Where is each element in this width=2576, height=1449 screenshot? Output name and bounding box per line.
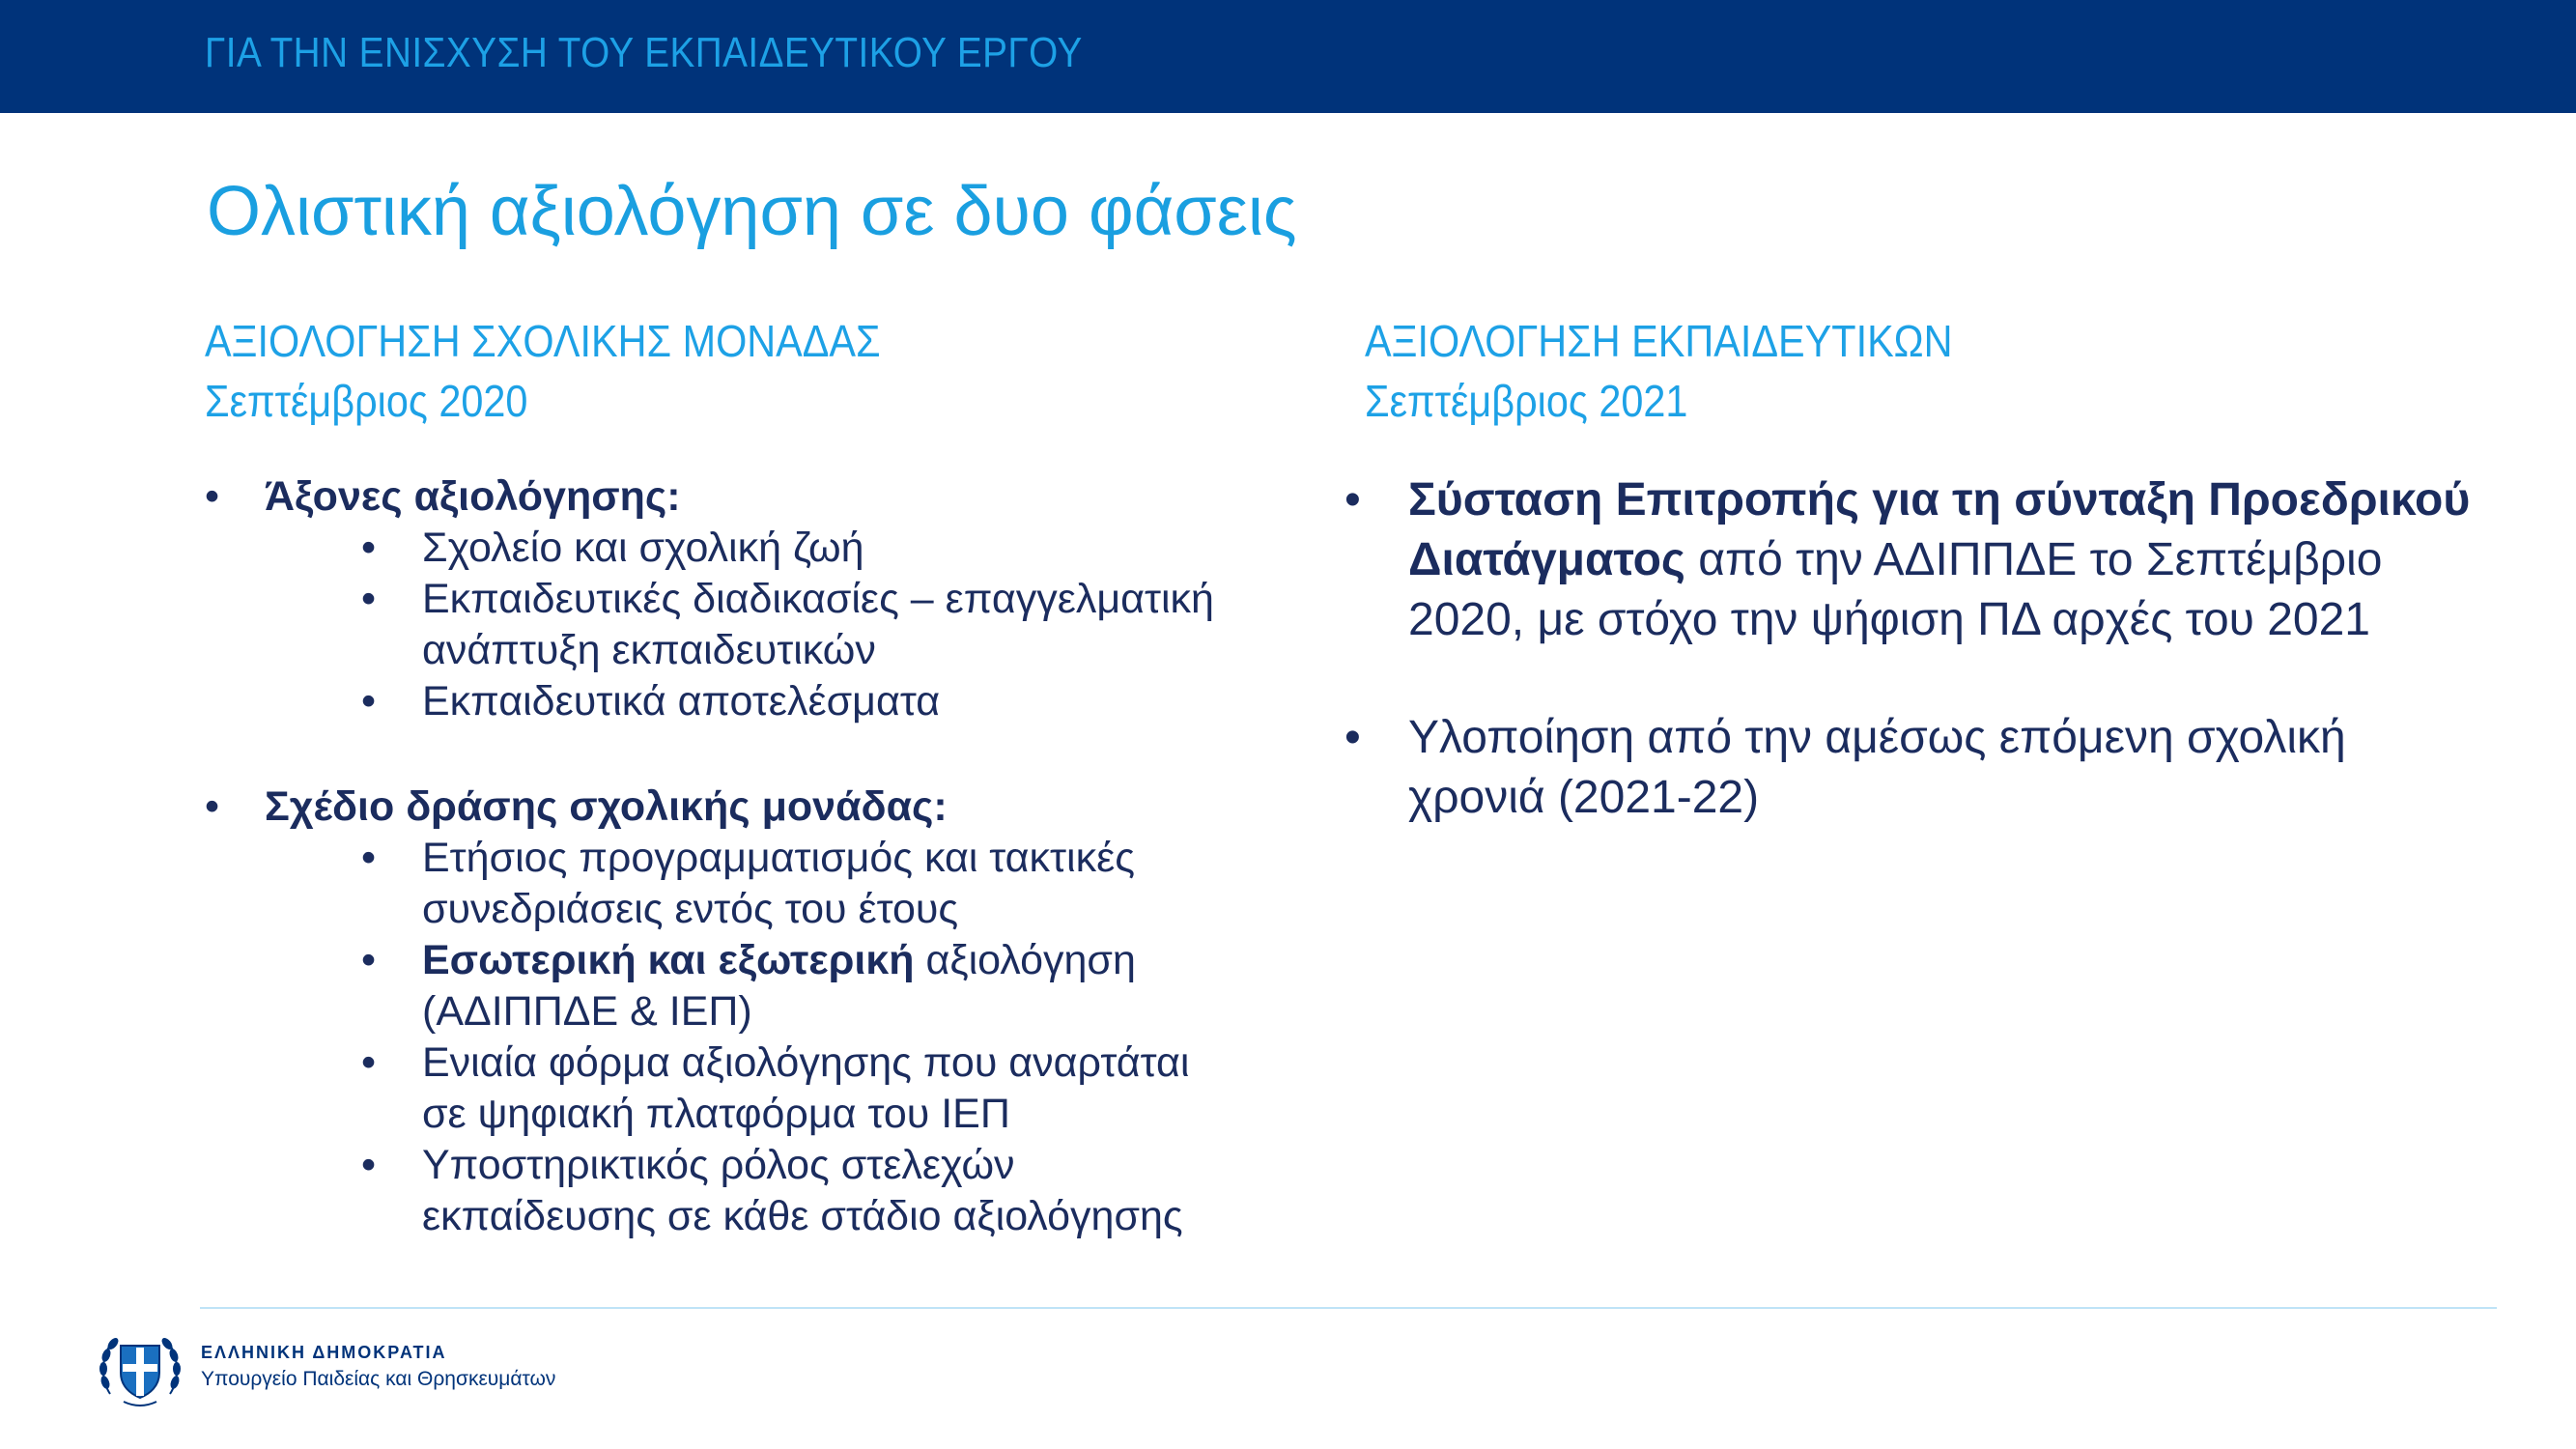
bullet-icon: • — [361, 1142, 377, 1188]
list-item-text: αξιολόγηση (ΑΔΙΠΠΔΕ & ΙΕΠ) — [422, 937, 1136, 1035]
list-item-text: Εκπαιδευτικές διαδικασίες – επαγγελματική ανάπτυξη εκπαιδευτικών — [422, 576, 1214, 673]
left-bullet-list — [205, 471, 1219, 1242]
right-heading-title: ΑΞΙΟΛΟΓΗΣΗ ΕΚΠΑΙΔΕΥΤΙΚΩΝ — [1365, 316, 1953, 366]
bullet-icon: • — [205, 783, 220, 830]
list-item — [265, 574, 1219, 676]
bullet-icon: • — [361, 525, 377, 571]
header-banner — [0, 0, 2576, 113]
right-heading-date: Σεπτέμβριος 2021 — [1365, 376, 1688, 426]
bullet-icon: • — [361, 835, 377, 881]
bullet-icon: • — [361, 678, 377, 724]
list-item-text: Σχολείο και σχολική ζωή — [422, 525, 864, 571]
left-heading-date: Σεπτέμβριος 2020 — [205, 376, 528, 426]
banner-text: ΓΙΑ ΤΗΝ ΕΝΙΣΧΥΣΗ ΤΟΥ ΕΚΠΑΙΔΕΥΤΙΚΟΥ ΕΡΓΟΥ — [205, 29, 1083, 76]
bullet-icon: • — [1345, 712, 1361, 763]
greek-coat-of-arms-icon — [97, 1326, 184, 1413]
footer-divider — [200, 1307, 2497, 1309]
sub-list — [265, 833, 1219, 1242]
list-item — [265, 523, 1219, 574]
bullet-icon: • — [1345, 474, 1361, 526]
list-item-text: Υλοποίηση από την αμέσως επόμενη σχολική χρονιά (2021-22) — [1408, 712, 2346, 823]
footer-org: ΕΛΛΗΝΙΚΗ ΔΗΜΟΚΡΑΤΙΑ — [201, 1343, 447, 1362]
list-item-text: από την ΑΔΙΠΠΔΕ το Σεπτέμβριο 2020, με στόχο την ψήφιση ΠΔ αρχές του 2021 — [1408, 534, 2383, 645]
list-spacer — [205, 727, 1219, 781]
slide-title: Ολιστική αξιολόγηση σε δυο φάσεις — [207, 173, 1297, 250]
list-item — [265, 676, 1219, 727]
bullet-icon: • — [205, 473, 220, 520]
list-item-text: Ενιαία φόρμα αξιολόγησης που αναρτάται σε ψηφιακή πλατφόρμα του ΙΕΠ — [422, 1039, 1190, 1137]
bullet-icon: • — [361, 576, 377, 622]
list-item — [265, 833, 1219, 935]
list-item — [265, 1140, 1219, 1242]
list-item-bold-text: Εσωτερική και εξωτερική — [422, 937, 915, 983]
group-title: Άξονες αξιολόγησης: — [265, 473, 681, 520]
list-item-committee — [1345, 470, 2484, 650]
list-item-bold-text: Σύσταση Επιτροπής για τη σύνταξη Προεδρικού Διατάγματος — [1408, 474, 2471, 585]
list-spacer — [1345, 650, 2484, 708]
list-item-text: Εκπαιδευτικά αποτελέσματα — [422, 678, 941, 724]
list-item-axes — [205, 471, 1219, 727]
list-item-text: Ετήσιος προγραμματισμός και τακτικές συνεδριάσεις εντός του έτους — [422, 835, 1135, 932]
sub-list — [265, 523, 1219, 727]
bullet-icon: • — [361, 1039, 377, 1086]
group-title: Σχέδιο δράσης σχολικής μονάδας: — [265, 783, 948, 830]
list-item-text: Υποστηρικτικός ρόλος στελεχών εκπαίδευσης σε κάθε στάδιο αξιολόγησης — [422, 1142, 1183, 1239]
right-column-heading — [1365, 311, 1953, 431]
list-item — [265, 1037, 1219, 1140]
footer-ministry: Υπουργείο Παιδείας και Θρησκευμάτων — [201, 1368, 556, 1390]
left-column-heading — [205, 311, 881, 431]
right-bullet-list — [1345, 470, 2484, 828]
left-heading-title: ΑΞΙΟΛΟΓΗΣΗ ΣΧΟΛΙΚΗΣ ΜΟΝΑΔΑΣ — [205, 316, 881, 366]
bullet-icon: • — [361, 937, 377, 983]
list-item-implementation — [1345, 708, 2484, 828]
list-item — [265, 935, 1219, 1037]
list-item-action-plan — [205, 781, 1219, 1242]
